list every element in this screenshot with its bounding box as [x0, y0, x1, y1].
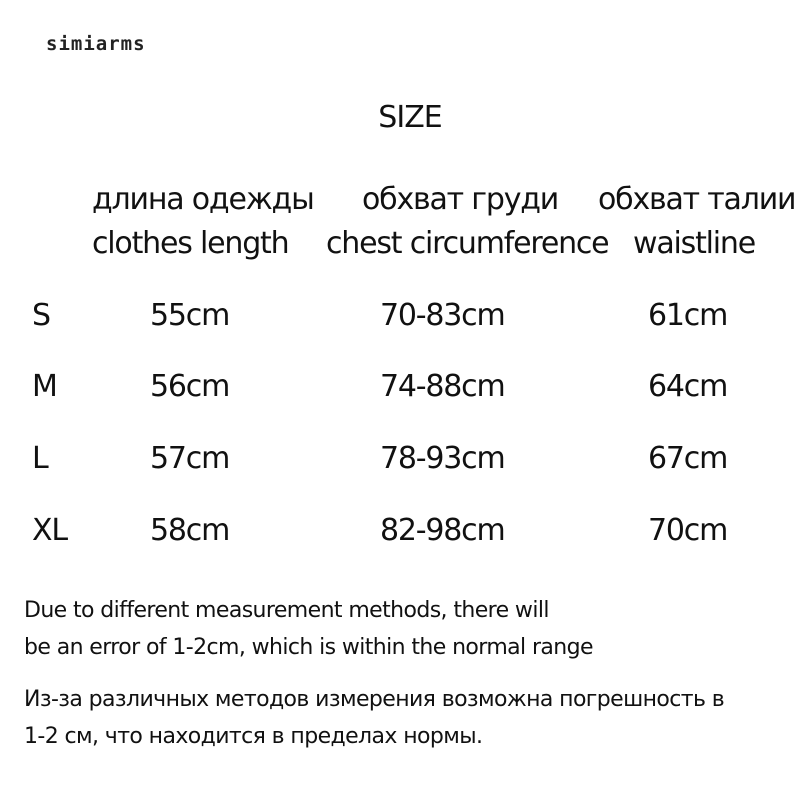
column-header-length: [92, 178, 314, 266]
column-header-length-en: clothes length: [92, 226, 289, 261]
size-label-l: L: [32, 441, 48, 476]
length-value-m: 56cm: [150, 369, 230, 404]
column-header-chest: [326, 178, 608, 266]
page-title: SIZE: [378, 100, 442, 135]
size-label-xl: XL: [32, 513, 67, 548]
brand-logo: simiarms: [46, 33, 146, 55]
note-english-line1: Due to different measurement methods, there will: [24, 598, 549, 623]
chest-value-xl: 82-98cm: [380, 513, 505, 548]
waist-value-s: 61cm: [648, 298, 728, 333]
column-header-waist: [598, 178, 795, 266]
column-header-length-ru: длина одежды: [92, 182, 314, 217]
column-header-chest-ru: обхват груди: [362, 182, 559, 217]
note-russian: [24, 681, 724, 755]
chest-value-m: 74-88cm: [380, 369, 505, 404]
column-header-waist-en: waistline: [633, 226, 755, 261]
note-russian-line1: Из-за различных методов измерения возможна погрешность в: [24, 687, 725, 712]
column-header-chest-en: chest circumference: [326, 226, 609, 261]
length-value-s: 55cm: [150, 298, 230, 333]
chest-value-l: 78-93cm: [380, 441, 505, 476]
length-value-xl: 58cm: [150, 513, 230, 548]
size-label-s: S: [32, 298, 50, 333]
column-header-waist-ru: обхват талии: [598, 182, 796, 217]
waist-value-m: 64cm: [648, 369, 728, 404]
waist-value-l: 67cm: [648, 441, 728, 476]
note-english: [24, 592, 593, 666]
note-russian-line2: 1-2 см, что находится в пределах нормы.: [24, 724, 483, 749]
chest-value-s: 70-83cm: [380, 298, 505, 333]
length-value-l: 57cm: [150, 441, 230, 476]
size-label-m: M: [32, 369, 57, 404]
note-english-line2: be an error of 1-2cm, which is within the normal range: [24, 635, 593, 660]
waist-value-xl: 70cm: [648, 513, 728, 548]
